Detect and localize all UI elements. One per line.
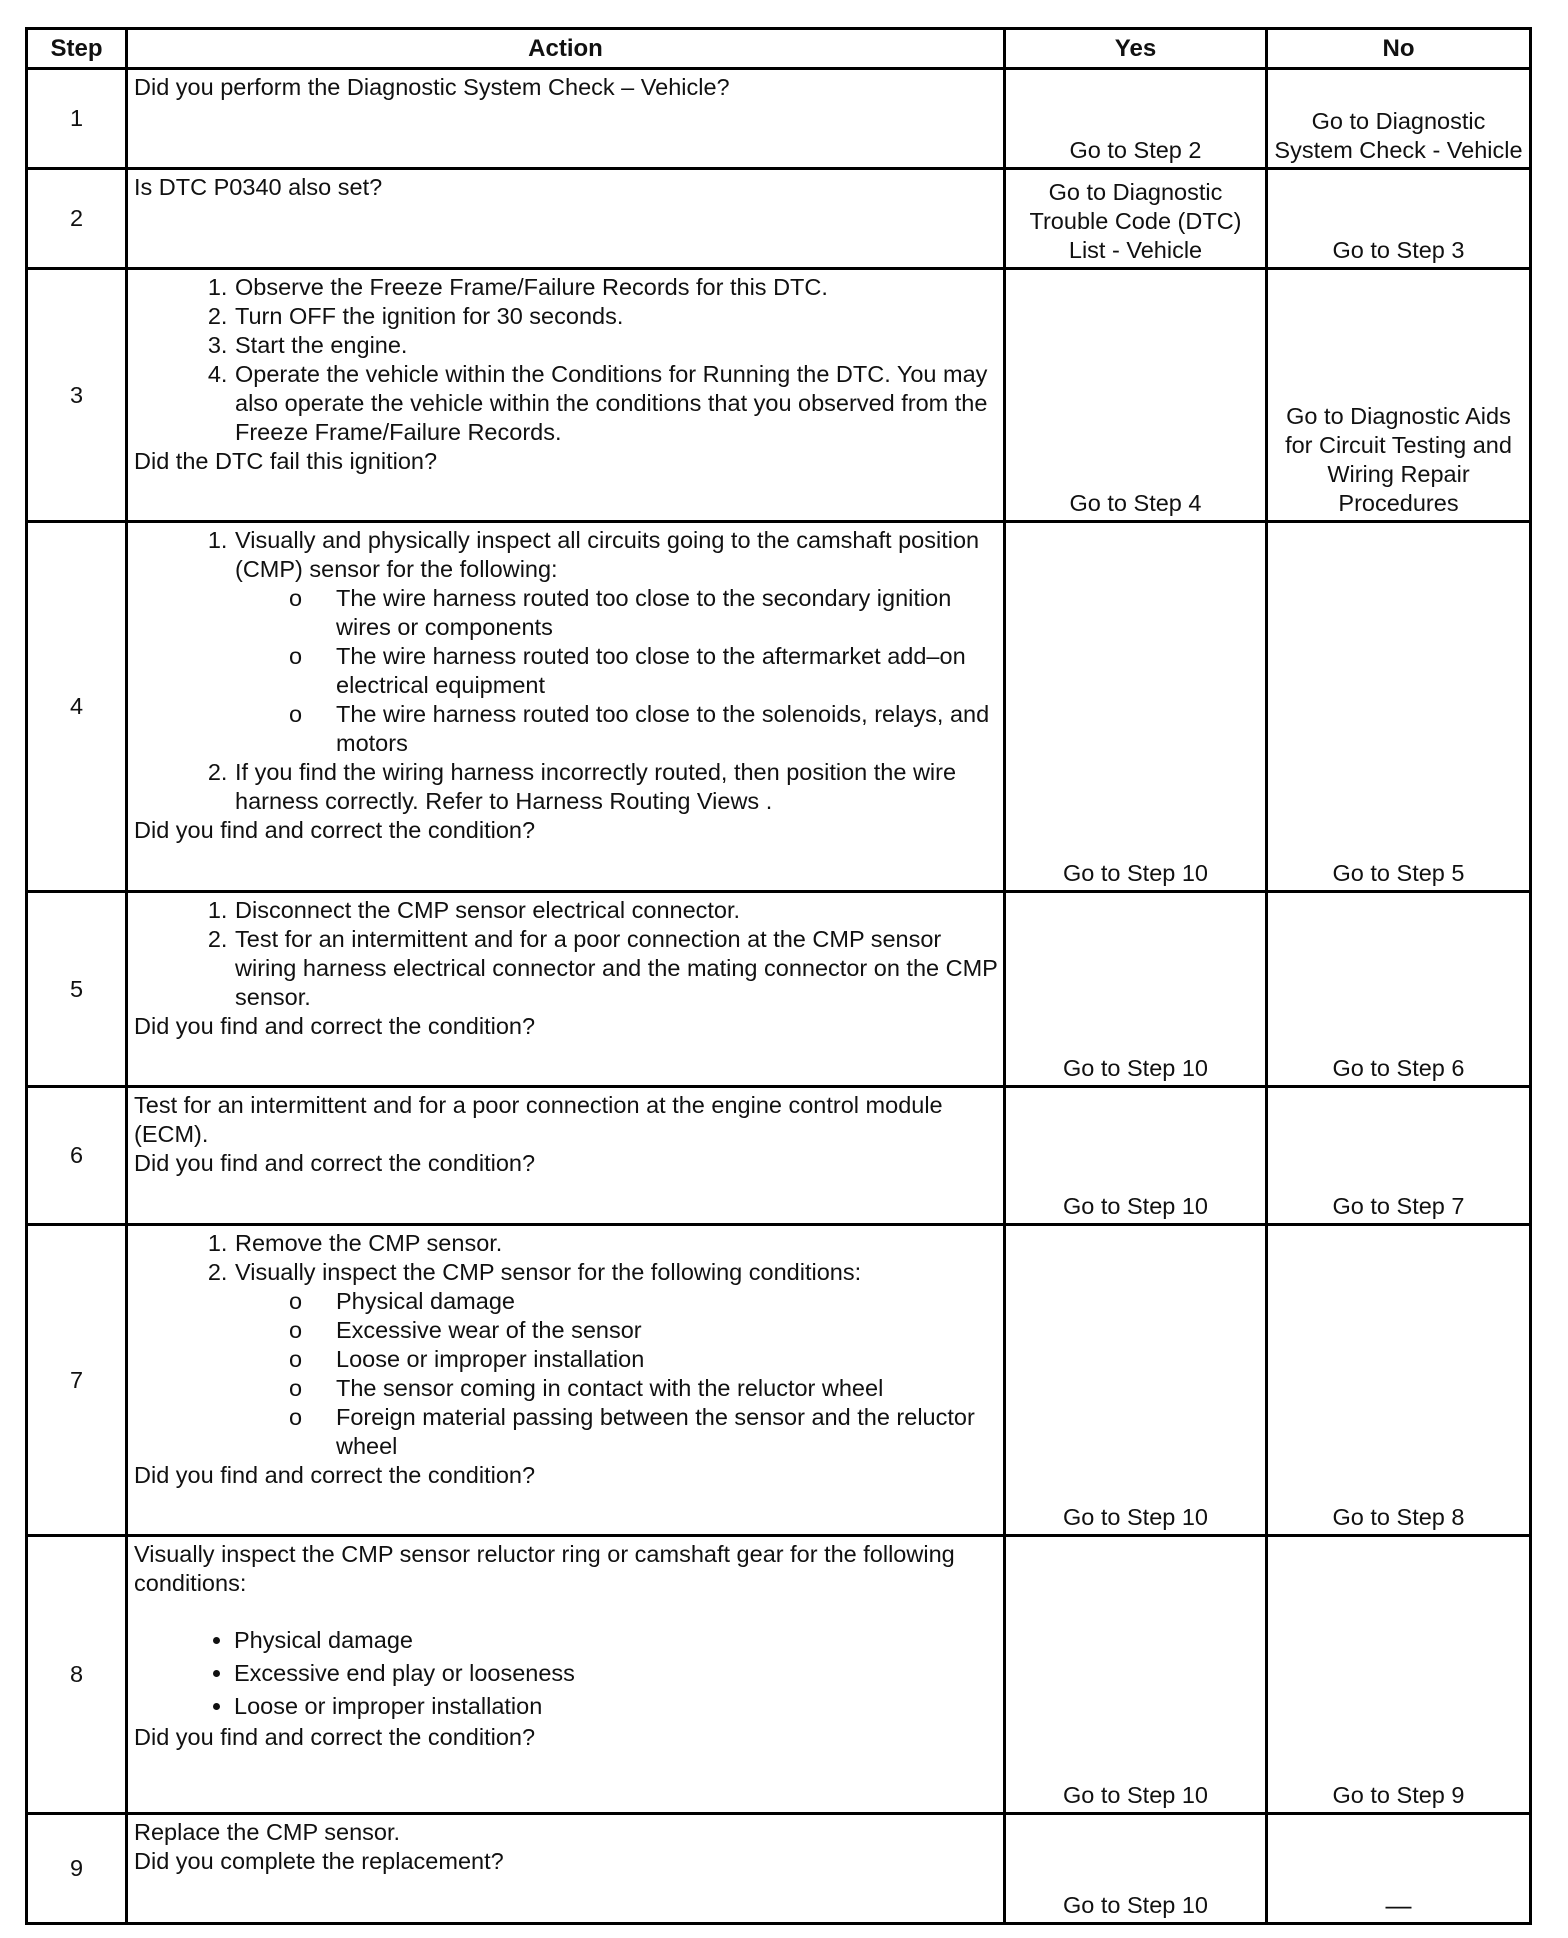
action-text: Is DTC P0340 also set? xyxy=(134,174,383,200)
question-text: Did you find and correct the condition? xyxy=(134,817,536,843)
sub-list-item: o Foreign material passing between the sensor and the reluctor wheel xyxy=(335,1403,999,1461)
step-list xyxy=(134,1229,999,1461)
header-row xyxy=(27,29,1531,69)
table-row xyxy=(27,1814,1531,1924)
question-text: Did the DTC fail this ignition? xyxy=(134,448,438,474)
sub-list-item: o The sensor coming in contact with the reluctor wheel xyxy=(335,1374,999,1403)
diagnostic-table xyxy=(25,27,1532,1925)
step-number: 5 xyxy=(27,892,127,1087)
action-text: Did you perform the Diagnostic System Check – Vehicle? xyxy=(134,74,730,100)
header-step: Step xyxy=(27,29,127,69)
yes-cell: Go to Step 10 xyxy=(1005,1087,1267,1225)
yes-cell: Go to Step 10 xyxy=(1005,1536,1267,1814)
action-cell xyxy=(127,1087,1005,1225)
step-list xyxy=(134,896,999,1012)
action-cell xyxy=(127,892,1005,1087)
no-cell: Go to Step 9 xyxy=(1267,1536,1531,1814)
list-item: 1. Observe the Freeze Frame/Failure Records for this DTC. xyxy=(234,273,999,302)
question-text: Did you find and correct the condition? xyxy=(134,1462,536,1488)
bullet-list xyxy=(134,1624,999,1723)
sub-list-item: o Physical damage xyxy=(335,1287,999,1316)
question-text: Did you find and correct the condition? xyxy=(134,1724,536,1750)
table-row xyxy=(27,522,1531,892)
yes-cell: Go to Step 10 xyxy=(1005,522,1267,892)
no-cell: Go to Step 7 xyxy=(1267,1087,1531,1225)
list-item: 2. Turn OFF the ignition for 30 seconds. xyxy=(234,302,999,331)
sub-list xyxy=(235,1287,999,1461)
table-row xyxy=(27,69,1531,169)
step-number: 2 xyxy=(27,169,127,269)
list-item: 4. Operate the vehicle within the Conditions for Running the DTC. You may also operate the vehicle within the conditions that you observed from the Freeze Frame/Failure Records. xyxy=(234,360,999,447)
list-item: 2. If you find the wiring harness incorrectly routed, then position the wire harness correctly. Refer to Harness Routing Views . xyxy=(234,758,999,816)
bullet-item: • Loose or improper installation xyxy=(234,1690,999,1723)
action-text: Replace the CMP sensor. xyxy=(134,1819,401,1845)
yes-cell: Go to Step 10 xyxy=(1005,1225,1267,1536)
no-cell: Go to Step 5 xyxy=(1267,522,1531,892)
sub-list xyxy=(235,584,999,758)
table-row xyxy=(27,169,1531,269)
list-item: 1. Remove the CMP sensor. xyxy=(234,1229,999,1258)
no-cell: — xyxy=(1267,1814,1531,1924)
yes-cell: Go to Step 10 xyxy=(1005,892,1267,1087)
sub-list-item: o Loose or improper installation xyxy=(335,1345,999,1374)
sub-list-item: o The wire harness routed too close to the secondary ignition wires or components xyxy=(335,584,999,642)
action-cell xyxy=(127,1225,1005,1536)
action-text: Test for an intermittent and for a poor connection at the engine control module (ECM). xyxy=(134,1092,943,1147)
step-number: 8 xyxy=(27,1536,127,1814)
header-action: Action xyxy=(127,29,1005,69)
step-number: 6 xyxy=(27,1087,127,1225)
list-item-text: Visually and physically inspect all circuits going to the camshaft position (CMP) sensor for the following: xyxy=(235,527,980,582)
action-text: Visually inspect the CMP sensor reluctor ring or camshaft gear for the following conditions: xyxy=(134,1541,955,1596)
list-item xyxy=(234,526,999,758)
step-list xyxy=(134,526,999,816)
yes-cell: Go to Step 10 xyxy=(1005,1814,1267,1924)
list-item: 3. Start the engine. xyxy=(234,331,999,360)
bullet-item: • Excessive end play or looseness xyxy=(234,1657,999,1690)
action-cell xyxy=(127,1814,1005,1924)
action-cell xyxy=(127,69,1005,169)
no-cell: Go to Diagnostic Aids for Circuit Testing and Wiring Repair Procedures xyxy=(1267,269,1531,522)
table-row xyxy=(27,1087,1531,1225)
yes-cell: Go to Step 4 xyxy=(1005,269,1267,522)
step-number: 3 xyxy=(27,269,127,522)
no-cell: Go to Step 3 xyxy=(1267,169,1531,269)
header-yes: Yes xyxy=(1005,29,1267,69)
question-text: Did you complete the replacement? xyxy=(134,1848,504,1874)
header-no: No xyxy=(1267,29,1531,69)
no-cell: Go to Diagnostic System Check - Vehicle xyxy=(1267,69,1531,169)
question-text: Did you find and correct the condition? xyxy=(134,1150,536,1176)
table-row xyxy=(27,1225,1531,1536)
table-row xyxy=(27,892,1531,1087)
yes-cell: Go to Diagnostic Trouble Code (DTC) List - Vehicle xyxy=(1005,169,1267,269)
step-list xyxy=(134,273,999,447)
list-item-text: Visually inspect the CMP sensor for the following conditions: xyxy=(235,1259,862,1285)
table-row xyxy=(27,1536,1531,1814)
list-item xyxy=(234,1258,999,1461)
action-cell xyxy=(127,169,1005,269)
sub-list-item: o Excessive wear of the sensor xyxy=(335,1316,999,1345)
bullet-item: • Physical damage xyxy=(234,1624,999,1657)
step-number: 7 xyxy=(27,1225,127,1536)
step-number: 1 xyxy=(27,69,127,169)
yes-cell: Go to Step 2 xyxy=(1005,69,1267,169)
action-cell xyxy=(127,522,1005,892)
no-cell: Go to Step 6 xyxy=(1267,892,1531,1087)
question-text: Did you find and correct the condition? xyxy=(134,1013,536,1039)
sub-list-item: o The wire harness routed too close to the aftermarket add–on electrical equipment xyxy=(335,642,999,700)
action-cell xyxy=(127,1536,1005,1814)
table-row xyxy=(27,269,1531,522)
sub-list-item: o The wire harness routed too close to the solenoids, relays, and motors xyxy=(335,700,999,758)
step-number: 9 xyxy=(27,1814,127,1924)
list-item: 2. Test for an intermittent and for a poor connection at the CMP sensor wiring harness electrical connector and the mating connector on the CMP sensor. xyxy=(234,925,999,1012)
action-cell xyxy=(127,269,1005,522)
list-item: 1. Disconnect the CMP sensor electrical connector. xyxy=(234,896,999,925)
step-number: 4 xyxy=(27,522,127,892)
no-cell: Go to Step 8 xyxy=(1267,1225,1531,1536)
